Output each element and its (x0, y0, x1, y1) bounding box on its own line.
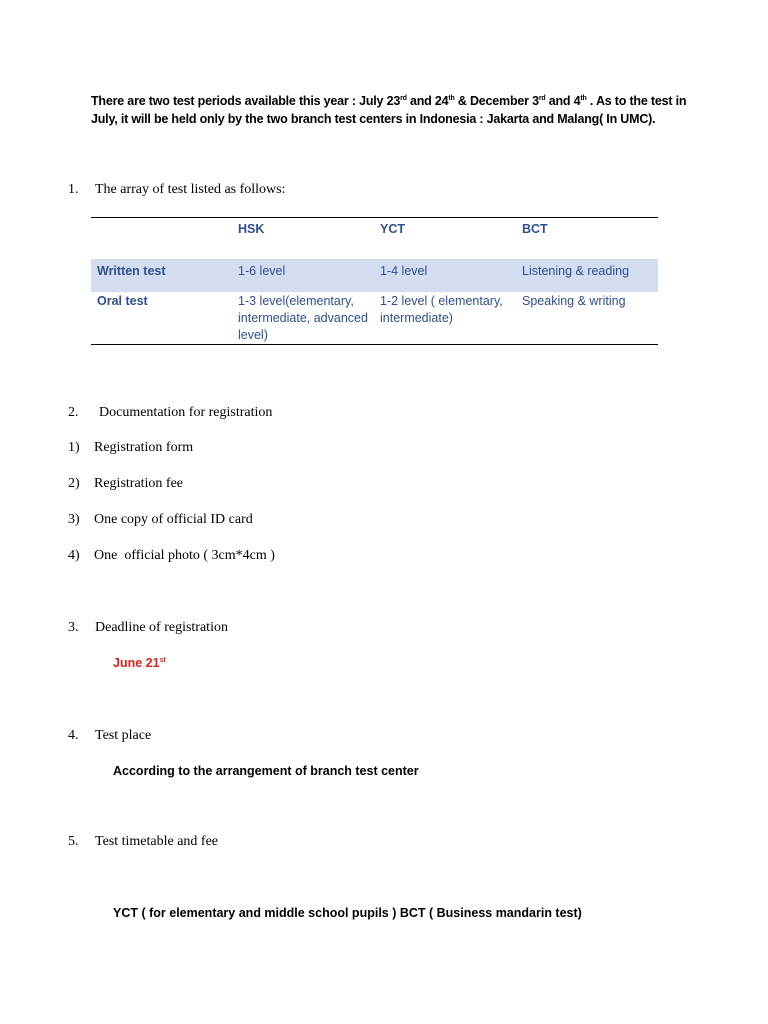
section-1-number: 1. (68, 182, 79, 197)
section-3-number: 3. (68, 620, 79, 635)
table-row-header: Oral test (97, 294, 148, 308)
table-row-header: Written test (91, 259, 232, 292)
section-2-title: Documentation for registration (99, 405, 273, 420)
table-row (91, 292, 658, 345)
table-header-cell: HSK (238, 222, 265, 236)
list-item-marker: 3) (68, 512, 80, 527)
table-cell: 1-6 level (232, 259, 374, 292)
deadline-date: June 21st (113, 656, 166, 670)
table-header-cell: YCT (380, 222, 405, 236)
timetable-text: YCT ( for elementary and middle school pupils ) BCT ( Business mandarin test) (113, 906, 582, 920)
section-4-title: Test place (95, 728, 152, 743)
list-item: Registration form (94, 440, 194, 455)
table-header-cell (91, 218, 232, 260)
list-item: One copy of official ID card (94, 512, 253, 527)
list-item-marker: 1) (68, 440, 80, 455)
list-item-marker: 2) (68, 476, 80, 491)
table-row (91, 259, 658, 292)
section-3-title: Deadline of registration (95, 620, 228, 635)
section-1-title: The array of test listed as follows: (95, 182, 286, 197)
section-4-number: 4. (68, 728, 79, 743)
table-cell: 1-4 level (374, 259, 516, 292)
table-cell: 1-3 level(elementary, intermediate, advanced level) (238, 294, 368, 342)
table-cell: Listening & reading (516, 259, 658, 292)
table-cell: Speaking & writing (522, 294, 626, 308)
list-item: Registration fee (94, 476, 184, 491)
test-table (91, 217, 658, 345)
section-5-title: Test timetable and fee (95, 834, 219, 849)
section-5-number: 5. (68, 834, 79, 849)
table-header-cell: BCT (522, 222, 548, 236)
intro-paragraph: There are two test periods available this year : July 23rd and 24th & December 3rd and 4th . As to the test in July, it will be held only by the two branch test centers in Indonesia : Jakarta and Malang( In UMC). (91, 94, 687, 126)
test-place-text: According to the arrangement of branch test center (113, 764, 419, 778)
list-item-marker: 4) (68, 548, 80, 563)
table-cell: 1-2 level ( elementary, intermediate) (380, 294, 503, 325)
list-item: One official photo ( 3cm*4cm ) (94, 548, 275, 563)
table-header-row (91, 218, 658, 260)
section-2-number: 2. (68, 405, 79, 420)
